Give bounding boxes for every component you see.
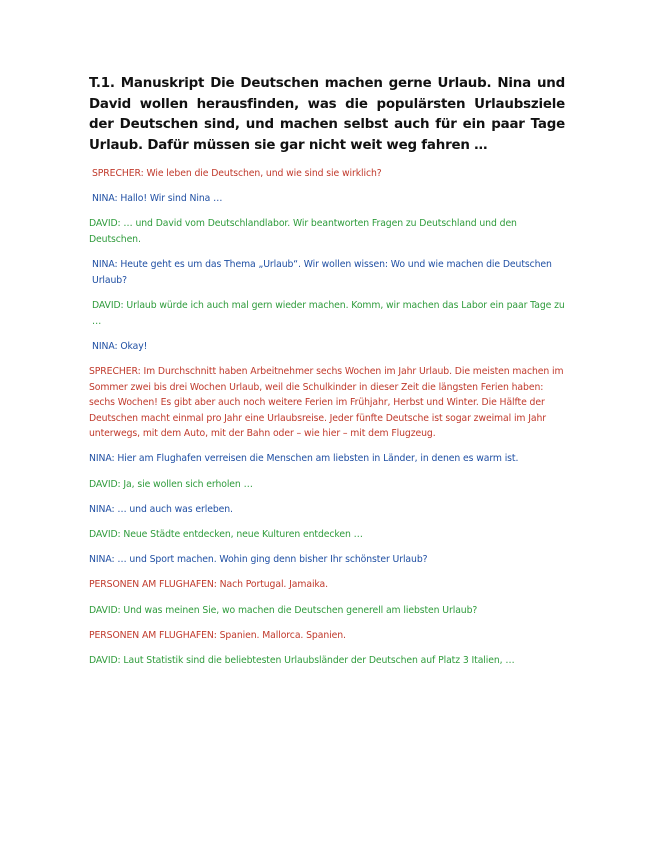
- document-page: [89, 74, 565, 678]
- david-line: DAVID: Neue Städte entdecken, neue Kulturen entdecken …: [89, 529, 363, 541]
- personen-line: PERSONEN AM FLUGHAFEN: Spanien. Mallorca. Spanien.: [89, 629, 346, 641]
- david-line: DAVID: Urlaub würde ich auch mal gern wieder machen. Komm, wir machen das Labor ein paar Tage zu …: [92, 299, 565, 327]
- document-heading: T.1. Manuskript Die Deutschen machen gerne Urlaub. Nina und David wollen herausfinden, was die populärsten Urlaubsziele der Deutschen sind, und machen selbst auch für ein paar Tage Urlaub. Dafür müssen sie gar nicht weit weg fahren …: [89, 76, 565, 153]
- sprecher-line: SPRECHER: Wie leben die Deutschen, und wie sind sie wirklich?: [92, 168, 382, 179]
- nina-line: NINA: Heute geht es um das Thema „Urlaub“. Wir wollen wissen: Wo und wie machen die Deutschen Urlaub?: [92, 259, 552, 286]
- nina-line: NINA: Hier am Flughafen verreisen die Menschen am liebsten in Länder, in denen es warm ist.: [89, 453, 519, 465]
- personen-line: PERSONEN AM FLUGHAFEN: Nach Portugal. Jamaika.: [89, 579, 328, 591]
- nina-line: NINA: … und Sport machen. Wohin ging denn bisher Ihr schönster Urlaub?: [89, 554, 428, 566]
- david-line: DAVID: … und David vom Deutschlandlabor. Wir beantworten Fragen zu Deutschland und den Deutschen.: [89, 218, 517, 245]
- nina-line: NINA: Okay!: [92, 340, 148, 352]
- nina-line: NINA: Hallo! Wir sind Nina …: [92, 193, 223, 205]
- david-line: DAVID: Und was meinen Sie, wo machen die Deutschen generell am liebsten Urlaub?: [89, 604, 478, 616]
- david-line: DAVID: Ja, sie wollen sich erholen …: [89, 478, 253, 490]
- nina-line: NINA: … und auch was erleben.: [89, 503, 233, 515]
- sprecher-line: SPRECHER: Im Durchschnitt haben Arbeitnehmer sechs Wochen im Jahr Urlaub. Die meisten machen im Sommer zwei bis drei Wochen Urlaub, weil die Schulkinder in dieser Zeit die längsten Ferien haben: sechs Wochen! Es gibt aber auch noch weitere Ferien im Frühjahr, Herbst und Winter. Die Hälfte der Deutschen macht einmal pro Jahr eine Urlaubsreise. Jeder fünfte Deutsche ist sogar zweimal im Jahr unterwegs, mit dem Auto, mit der Bahn oder – wie hier – mit dem Flugzeug.: [89, 365, 564, 440]
- david-line: DAVID: Laut Statistik sind die beliebtesten Urlaubsländer der Deutschen auf Platz 3 Italien, …: [89, 654, 515, 666]
